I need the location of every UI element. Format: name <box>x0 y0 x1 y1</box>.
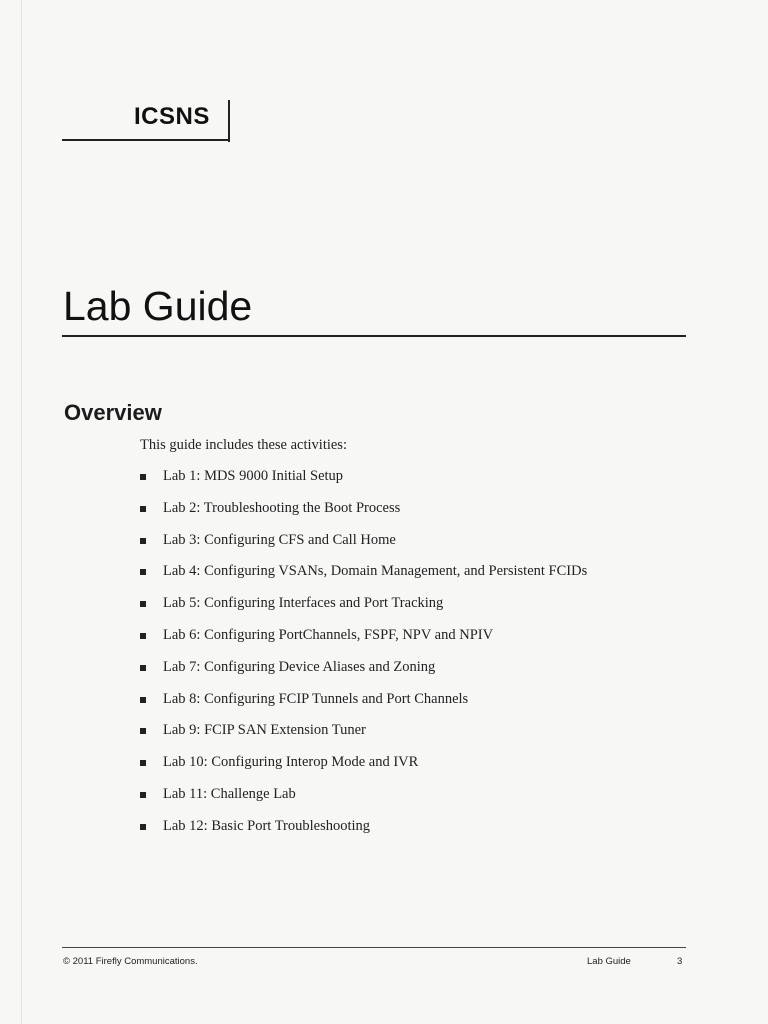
list-item <box>140 627 587 659</box>
list-item <box>140 754 587 786</box>
brand-block <box>62 98 232 142</box>
list-item-text: Lab 7: Configuring Device Aliases and Zoning <box>163 658 436 675</box>
brand-horizontal-rule <box>62 139 230 141</box>
footer-copyright: © 2011 Firefly Communications. <box>63 956 198 967</box>
list-item <box>140 818 587 850</box>
square-bullet-icon <box>140 728 146 734</box>
square-bullet-icon <box>140 601 146 607</box>
list-item-text: Lab 1: MDS 9000 Initial Setup <box>163 468 344 484</box>
list-item-text: Lab 6: Configuring PortChannels, FSPF, NPV and NPIV <box>163 626 494 643</box>
page-edge-line <box>21 0 22 1024</box>
list-item <box>140 722 587 754</box>
list-item-text: Lab 10: Configuring Interop Mode and IVR <box>163 754 419 771</box>
list-item <box>140 691 587 723</box>
square-bullet-icon <box>140 824 146 830</box>
square-bullet-icon <box>140 506 146 512</box>
list-item-text: Lab 12: Basic Port Troubleshooting <box>163 817 371 834</box>
section-heading: Overview <box>64 400 162 425</box>
list-item <box>140 500 587 532</box>
square-bullet-icon <box>140 792 146 798</box>
list-item-text: Lab 5: Configuring Interfaces and Port Tracking <box>163 595 444 612</box>
square-bullet-icon <box>140 569 146 575</box>
footer-rule <box>62 947 686 948</box>
title-rule <box>62 335 686 337</box>
brand-name: ICSNS <box>134 103 210 130</box>
brand-vertical-rule <box>228 100 230 142</box>
list-item <box>140 563 587 595</box>
list-item <box>140 468 587 500</box>
square-bullet-icon <box>140 665 146 671</box>
square-bullet-icon <box>140 474 146 480</box>
list-item-text: Lab 9: FCIP SAN Extension Tuner <box>163 722 366 739</box>
list-item-text: Lab 4: Configuring VSANs, Domain Management, and Persistent FCIDs <box>163 563 588 580</box>
page-title: Lab Guide <box>63 283 253 329</box>
intro-text: This guide includes these activities: <box>140 437 347 453</box>
list-item-text: Lab 2: Troubleshooting the Boot Process <box>163 499 401 516</box>
square-bullet-icon <box>140 538 146 544</box>
footer-page-number: 3 <box>677 956 683 967</box>
list-item <box>140 786 587 818</box>
list-item <box>140 595 587 627</box>
list-item-text: Lab 11: Challenge Lab <box>163 785 296 802</box>
activity-list <box>140 468 587 850</box>
square-bullet-icon <box>140 633 146 639</box>
list-item <box>140 532 587 564</box>
square-bullet-icon <box>140 760 146 766</box>
list-item-text: Lab 3: Configuring CFS and Call Home <box>163 531 396 548</box>
list-item <box>140 659 587 691</box>
square-bullet-icon <box>140 697 146 703</box>
list-item-text: Lab 8: Configuring FCIP Tunnels and Port Channels <box>163 690 469 707</box>
footer-doc-label: Lab Guide <box>587 956 631 967</box>
